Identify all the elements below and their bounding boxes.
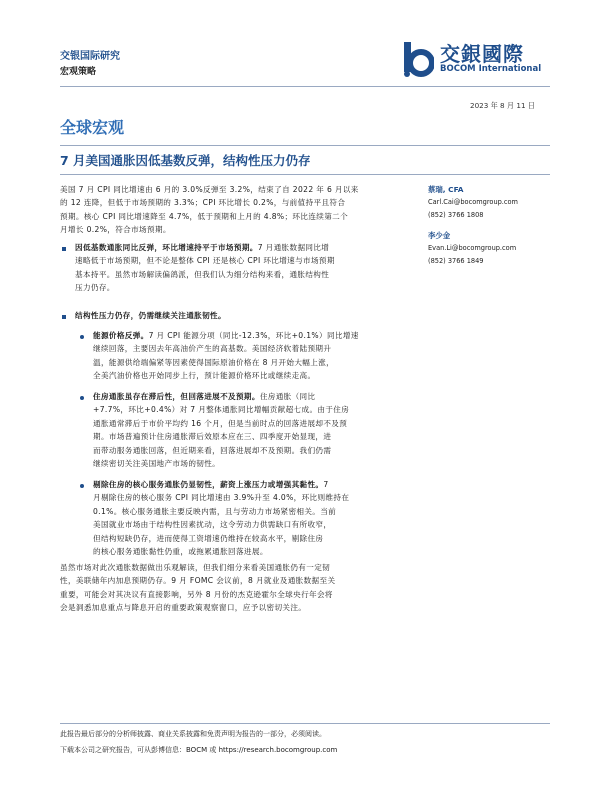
sub-2-line: 继续密切关注美国地产市场的韧性。 <box>93 459 221 469</box>
analyst-email[interactable]: Evan.Li@bocomgroup.com <box>428 244 517 252</box>
sub-3-line: 美国就业市场由于结构性因素扰动，这令劳动力供需缺口有所收窄， <box>93 520 332 530</box>
title-divider-bottom <box>60 174 550 175</box>
sub-point-core-services <box>93 478 420 558</box>
sub-3-line: 的核心服务通胀黏性仍重，或拖累通胀回落进展。 <box>93 547 268 557</box>
sub-2-line: 通胀通常滞后于市价平均约 16 个月，但是当前时点的回落进展却不及预 <box>93 418 348 428</box>
intro-line: 美国 7 月 CPI 同比增速由 6 月的 3.0%反弹至 3.2%，结束了自 2022 年 6 月以来 <box>60 185 359 194</box>
analyst-name: 李少金 <box>428 231 451 240</box>
point-1-line: 压力仍存。 <box>75 283 115 293</box>
sub-2-line: 而带动服务通胀回落，但近期来看，回落进展却不及预期。我们仍需 <box>93 445 332 455</box>
bocom-logo <box>400 40 560 80</box>
analyst-email[interactable]: Carl.Cai@bocomgroup.com <box>428 198 518 206</box>
bullet-dot-icon <box>80 335 84 339</box>
sub-2-line: +7.7%，环比+0.4%）对 7 月整体通胀同比增幅贡献超七成。由于住房 <box>93 405 350 415</box>
section-title: 全球宏观 <box>60 118 125 137</box>
point-1 <box>75 241 420 295</box>
sub-1-line: 温，能源供给端偏紧等因素使得国际原油价格在 8 月开始大幅上涨， <box>93 357 335 367</box>
sub-2-line: 期。市场普遍预计住房通胀滞后效原本应在三、四季度开始显现，进 <box>93 432 332 442</box>
sub-1-text: 7 月 CPI 能源分项（同比-12.3%，环比+0.1%）同比增速 <box>148 331 359 340</box>
point-1-line: 速略低于市场预期，但不论是整体 CPI 还是核心 CPI 环比增速与市场预期 <box>75 256 335 266</box>
report-title: 7 月美国通胀因低基数反弹，结构性压力仍存 <box>60 153 311 168</box>
sub-3-line: 0.1%。核心服务通胀主要反映内需，且与劳动力市场紧密相关。当前 <box>93 506 337 516</box>
sub-point-energy <box>93 329 420 383</box>
conclusion-paragraph <box>60 561 420 615</box>
sub-1-line: 全美汽油价格也开始同步上行，预计能源价格环比或继续走高。 <box>93 371 316 381</box>
sub-point-housing <box>93 390 420 470</box>
point-1-text: 7 月通胀数据同比增 <box>257 243 330 252</box>
footer-divider <box>60 723 550 724</box>
logo-en: BOCOM International <box>440 64 542 74</box>
point-1-lead: 因低基数通胀同比反弹，环比增速持平于市场预期。 <box>75 243 258 252</box>
report-date: 2023 年 8 月 11 日 <box>470 101 535 110</box>
analyst-contact <box>428 229 516 268</box>
sub-3-line: 但结构短缺仍存，进而使得工资增速仍维持在较高水平，剔除住房 <box>93 533 324 543</box>
company-name: 交银国际研究 <box>60 51 120 62</box>
conclusion-line: 重要，可能会对其决议有直接影响，另外 8 月份的杰克逊霍尔全球央行年会将 <box>60 589 333 599</box>
title-divider-top <box>60 145 550 146</box>
sub-3-lead: 剔除住房的核心服务通胀仍显韧性，薪资上涨压力或增强其黏性。 <box>93 480 324 489</box>
bullet-dot-icon <box>80 396 84 400</box>
analyst-phone: (852) 3766 1808 <box>428 211 484 219</box>
bullet-square-icon <box>62 315 66 319</box>
footer-disclaimer: 此报告最后部分的分析师披露、商业关系披露和免责声明为报告的一部分，必须阅读。 <box>60 730 326 738</box>
header-divider <box>60 86 550 87</box>
conclusion-line: 会是洞悉加息重点与降息开启的重要政策观察窗口，应予以密切关注。 <box>60 603 307 613</box>
intro-line: 预期。核心 CPI 同比增速降至 4.7%，低于预期和上月的 4.8%；环比连续第二个 <box>60 211 349 221</box>
sub-3-text: 7 <box>323 480 329 489</box>
analyst-name: 蔡瑞, CFA <box>428 185 464 194</box>
category-label: 宏观策略 <box>60 67 97 77</box>
sub-2-lead: 住房通胀虽存在滞后性，但回落进展不及预期。 <box>93 392 260 401</box>
bullet-dot-icon <box>80 484 84 488</box>
intro-paragraph <box>60 183 420 237</box>
analyst-contact <box>428 183 518 222</box>
sub-1-lead: 能源价格反弹。 <box>93 331 149 340</box>
bullet-square-icon <box>62 247 66 251</box>
point-1-line: 基本持平。虽然市场解读偏鸽派，但我们认为细分结构来看，通胀结构性 <box>75 269 330 279</box>
sub-3-line: 月剔除住房的核心服务 CPI 同比增速由 3.9%升至 4.0%，环比则维持在 <box>93 493 350 503</box>
sub-2-text: 住房通胀（同比 <box>259 392 316 401</box>
logo-cn: 交銀國際 <box>440 42 524 66</box>
conclusion-line: 虽然市场对此次通胀数据做出乐观解读，但我们细分来看美国通胀仍有一定韧 <box>60 563 331 572</box>
sub-1-line: 继续回落，主要因去年高油价产生的高基数。美国经济软着陆预期升 <box>93 344 332 354</box>
conclusion-line: 性，美联储年内加息预期仍存。9 月 FOMC 会议前，8 月就业及通胀数据至关 <box>60 576 336 586</box>
footer-download-info[interactable]: 下载本公司之研究报告，可从彭博信息：BOCM 或 https://research.bocomgroup.com <box>60 746 338 754</box>
analyst-phone: (852) 3766 1849 <box>428 257 484 265</box>
point-2-lead: 结构性压力仍存，仍需继续关注通胀韧性。 <box>75 311 226 320</box>
intro-line: 月增长 0.2%，符合市场预期。 <box>60 225 171 235</box>
bocom-logo-icon <box>400 40 434 78</box>
intro-line: 的 12 连降，但低于市场预期的 3.3%；CPI 环比增长 0.2%，与前值持平且符合 <box>60 198 346 208</box>
